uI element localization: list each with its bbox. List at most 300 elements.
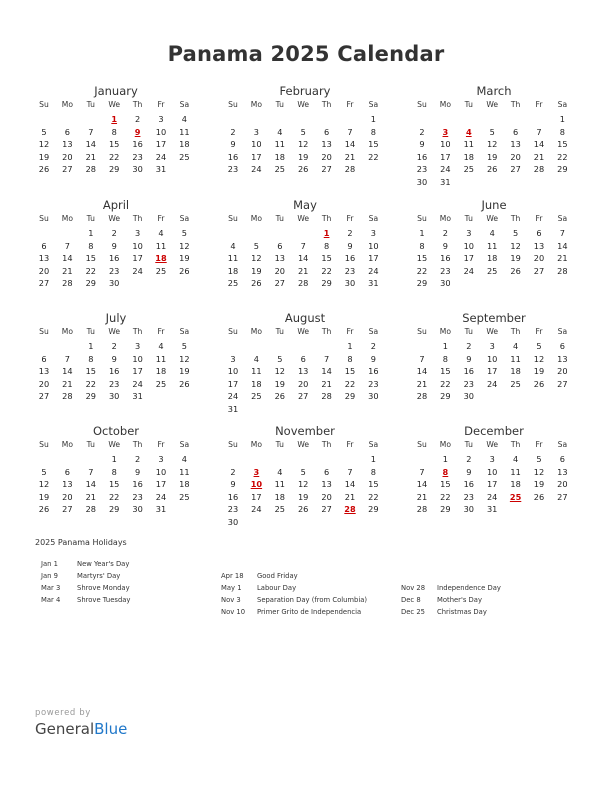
calendar-day: 15 bbox=[108, 139, 120, 150]
calendar-day: 20 bbox=[557, 479, 568, 490]
weekday-header: Th bbox=[510, 100, 521, 109]
calendar-day: 18 bbox=[510, 479, 521, 490]
calendar-day: 1 bbox=[370, 454, 376, 464]
weekday-header: Sa bbox=[179, 327, 190, 336]
calendar-day: 5 bbox=[181, 341, 187, 351]
calendar-day: 16 bbox=[132, 139, 143, 150]
weekday-header: Mo bbox=[250, 214, 262, 223]
calendar-day: 7 bbox=[88, 126, 94, 137]
calendar-day: 24 bbox=[463, 265, 474, 276]
calendar-day: 11 bbox=[274, 139, 285, 150]
calendar-day: 26 bbox=[533, 378, 545, 389]
holiday-date: Mar 3 bbox=[41, 584, 61, 592]
weekday-header: Fr bbox=[535, 100, 543, 109]
calendar-day: 19 bbox=[297, 491, 309, 502]
holiday-day: 9 bbox=[134, 126, 141, 137]
weekday-header: Sa bbox=[557, 440, 568, 449]
calendar-day: 1 bbox=[88, 228, 94, 238]
holiday-day: 1 bbox=[111, 114, 118, 124]
calendar-day: 8 bbox=[419, 240, 425, 251]
holiday-name: Martyrs' Day bbox=[77, 572, 121, 580]
calendar-day: 5 bbox=[41, 126, 47, 137]
calendar-day: 10 bbox=[132, 240, 143, 251]
calendar-day: 19 bbox=[251, 265, 262, 276]
calendar-day: 12 bbox=[533, 466, 545, 477]
calendar-day: 16 bbox=[368, 366, 379, 377]
calendar-day: 17 bbox=[132, 366, 143, 377]
calendar-day: 4 bbox=[489, 228, 495, 238]
calendar-day: 30 bbox=[463, 391, 474, 402]
calendar-day: 1 bbox=[442, 341, 448, 351]
weekday-header: Mo bbox=[439, 100, 451, 109]
calendar-day: 3 bbox=[370, 228, 376, 238]
calendar-day: 27 bbox=[321, 504, 332, 515]
calendar-day: 26 bbox=[297, 164, 309, 175]
holiday-day: 1 bbox=[323, 228, 330, 238]
calendar-day: 9 bbox=[442, 240, 448, 251]
calendar-day: 26 bbox=[179, 265, 190, 276]
calendar-day: 20 bbox=[38, 378, 50, 389]
holiday-name: Christmas Day bbox=[437, 608, 487, 616]
calendar-day: 13 bbox=[557, 353, 568, 364]
calendar-day: 24 bbox=[132, 265, 143, 276]
calendar-day: 18 bbox=[155, 366, 167, 377]
calendar-day: 3 bbox=[134, 228, 141, 238]
holiday-name: New Year's Day bbox=[77, 560, 130, 568]
calendar-day: 23 bbox=[368, 378, 379, 389]
calendar-day: 19 bbox=[297, 151, 309, 162]
month-name: June bbox=[481, 198, 507, 212]
calendar-day: 17 bbox=[463, 253, 474, 264]
holiday-day: 25 bbox=[509, 491, 522, 502]
calendar-day: 5 bbox=[181, 228, 187, 238]
weekday-header: Fr bbox=[346, 100, 354, 109]
calendar-day: 9 bbox=[111, 240, 117, 251]
calendar-day: 24 bbox=[486, 378, 498, 389]
calendar-day: 5 bbox=[300, 126, 306, 137]
calendar-day: 26 bbox=[533, 491, 545, 502]
calendar-day: 24 bbox=[227, 391, 239, 402]
holiday-day: 3 bbox=[442, 126, 449, 137]
weekday-header: Tu bbox=[86, 100, 95, 109]
calendar-day: 5 bbox=[277, 353, 283, 364]
powered-by-text: powered by bbox=[35, 708, 91, 718]
weekday-header: Mo bbox=[250, 440, 262, 449]
calendar-day: 7 bbox=[347, 126, 353, 137]
calendar-day: 19 bbox=[179, 253, 190, 264]
calendar-day: 6 bbox=[64, 126, 70, 137]
weekday-header: Su bbox=[417, 327, 427, 336]
calendar-day: 8 bbox=[323, 240, 330, 251]
calendar-day: 9 bbox=[230, 479, 236, 490]
calendar-day: 7 bbox=[88, 466, 94, 477]
calendar-day: 29 bbox=[85, 278, 96, 289]
weekday-header: We bbox=[108, 214, 121, 223]
calendar-day: 25 bbox=[274, 164, 285, 175]
weekday-header: Su bbox=[228, 100, 238, 109]
weekday-header: Fr bbox=[346, 440, 354, 449]
calendar-day: 20 bbox=[510, 151, 521, 162]
calendar-day: 13 bbox=[510, 139, 521, 150]
calendar-day: 26 bbox=[179, 378, 190, 389]
calendar-day: 20 bbox=[62, 151, 73, 162]
holiday-name: Mother's Day bbox=[437, 596, 482, 604]
weekday-header: Th bbox=[321, 440, 332, 449]
calendar-day: 1 bbox=[370, 114, 376, 124]
calendar-day: 19 bbox=[533, 366, 545, 377]
weekday-header: Mo bbox=[61, 100, 73, 109]
calendar-day: 27 bbox=[557, 491, 568, 502]
holiday-name: Shrove Monday bbox=[77, 584, 130, 592]
calendar-day: 12 bbox=[179, 240, 190, 251]
calendar-day: 22 bbox=[85, 265, 96, 276]
holiday-name: Good Friday bbox=[257, 572, 298, 580]
calendar-day: 4 bbox=[512, 341, 519, 351]
holidays-title: 2025 Panama Holidays bbox=[35, 538, 127, 547]
calendar-day: 3 bbox=[230, 353, 236, 364]
holiday-name: Independence Day bbox=[437, 584, 501, 592]
calendar-day: 23 bbox=[440, 265, 451, 276]
calendar-day: 4 bbox=[230, 240, 236, 251]
calendar-day: 15 bbox=[440, 479, 451, 490]
calendar-day: 15 bbox=[344, 366, 356, 377]
calendar-day: 13 bbox=[62, 139, 73, 150]
weekday-header: Sa bbox=[368, 100, 379, 109]
calendar-day: 30 bbox=[416, 177, 428, 187]
calendar-day: 29 bbox=[85, 391, 96, 402]
calendar-day: 21 bbox=[85, 491, 96, 502]
calendar-day: 24 bbox=[440, 164, 451, 175]
calendar-day: 3 bbox=[466, 228, 472, 238]
calendar-day: 22 bbox=[108, 151, 120, 162]
calendar-day: 8 bbox=[88, 240, 94, 251]
calendar-day: 4 bbox=[181, 454, 187, 464]
calendar-day: 26 bbox=[510, 265, 521, 276]
calendar-day: 29 bbox=[368, 504, 379, 515]
calendar-day: 11 bbox=[251, 366, 262, 377]
calendar-day: 8 bbox=[111, 466, 117, 477]
calendar-day: 17 bbox=[440, 151, 451, 162]
calendar-day: 8 bbox=[370, 126, 376, 137]
calendar-day: 16 bbox=[440, 253, 451, 264]
weekday-header: Tu bbox=[86, 327, 95, 336]
calendar-day: 12 bbox=[297, 139, 309, 150]
calendar-day: 25 bbox=[179, 151, 190, 162]
calendar-day: 31 bbox=[227, 404, 239, 414]
weekday-header: We bbox=[108, 440, 121, 449]
calendar-day: 11 bbox=[274, 479, 285, 490]
calendar-day: 25 bbox=[155, 378, 167, 389]
weekday-header: We bbox=[486, 440, 499, 449]
calendar-day: 20 bbox=[38, 265, 50, 276]
calendar-day: 23 bbox=[132, 151, 143, 162]
month-name: January bbox=[94, 84, 138, 98]
calendar-day: 24 bbox=[486, 491, 498, 502]
holiday-day: 18 bbox=[155, 253, 167, 264]
weekday-header: We bbox=[108, 327, 121, 336]
calendar-day: 14 bbox=[557, 240, 568, 251]
calendar-day: 17 bbox=[486, 366, 498, 377]
weekday-header: Su bbox=[39, 100, 49, 109]
calendar-day: 16 bbox=[227, 151, 239, 162]
calendar-day: 10 bbox=[155, 126, 167, 137]
calendar-day: 29 bbox=[440, 504, 451, 515]
calendar-day: 28 bbox=[321, 391, 332, 402]
calendar-day: 8 bbox=[111, 126, 117, 137]
weekday-header: Fr bbox=[157, 327, 165, 336]
calendar-day: 3 bbox=[253, 126, 259, 137]
weekday-header: Sa bbox=[179, 440, 190, 449]
weekday-header: Tu bbox=[275, 327, 284, 336]
calendar-day: 12 bbox=[274, 366, 285, 377]
calendar-day: 2 bbox=[419, 126, 425, 137]
weekday-header: We bbox=[297, 100, 310, 109]
calendar-day: 23 bbox=[416, 164, 428, 175]
calendar-day: 21 bbox=[62, 378, 73, 389]
calendar-day: 9 bbox=[466, 466, 472, 477]
holiday-date: Jan 9 bbox=[41, 572, 58, 580]
calendar-day: 13 bbox=[62, 479, 73, 490]
holiday-date: Nov 3 bbox=[221, 596, 241, 604]
calendar-day: 20 bbox=[557, 366, 568, 377]
calendar-day: 21 bbox=[416, 491, 428, 502]
calendar-day: 29 bbox=[108, 164, 120, 175]
calendar-day: 22 bbox=[368, 491, 379, 502]
calendar-day: 13 bbox=[38, 253, 50, 264]
month-name: December bbox=[464, 424, 524, 438]
weekday-header: Fr bbox=[535, 327, 543, 336]
calendar-day: 1 bbox=[559, 114, 565, 124]
calendar-day: 15 bbox=[85, 366, 96, 377]
calendar-day: 24 bbox=[251, 164, 262, 175]
calendar-day: 20 bbox=[274, 265, 285, 276]
calendar-day: 15 bbox=[321, 253, 332, 264]
weekday-header: Su bbox=[39, 214, 49, 223]
page-title: Panama 2025 Calendar bbox=[167, 42, 445, 66]
calendar-day: 2 bbox=[466, 454, 472, 464]
calendar-day: 15 bbox=[368, 139, 379, 150]
calendar-day: 12 bbox=[38, 139, 50, 150]
calendar-day: 23 bbox=[463, 378, 474, 389]
calendar-day: 15 bbox=[440, 366, 451, 377]
calendar-day: 3 bbox=[489, 341, 495, 351]
calendar-day: 2 bbox=[111, 228, 117, 238]
calendar-day: 5 bbox=[253, 240, 259, 251]
weekday-header: We bbox=[486, 100, 499, 109]
calendar-day: 23 bbox=[463, 491, 474, 502]
weekday-header: Tu bbox=[275, 214, 284, 223]
calendar-day: 15 bbox=[416, 253, 428, 264]
calendar-day: 21 bbox=[297, 265, 309, 276]
holiday-name: Shrove Tuesday bbox=[77, 596, 131, 604]
calendar-day: 6 bbox=[323, 466, 330, 477]
calendar-day: 16 bbox=[463, 479, 474, 490]
calendar-day: 27 bbox=[321, 164, 332, 175]
calendar-day: 11 bbox=[463, 139, 474, 150]
calendar-day: 20 bbox=[533, 253, 545, 264]
calendar-day: 9 bbox=[370, 353, 376, 364]
weekday-header: Su bbox=[228, 440, 238, 449]
brand-name bbox=[35, 720, 127, 738]
weekday-header: Sa bbox=[368, 327, 379, 336]
calendar-day: 13 bbox=[321, 479, 332, 490]
weekday-header: Mo bbox=[250, 100, 262, 109]
calendar-day: 7 bbox=[64, 240, 70, 251]
calendar-day: 25 bbox=[179, 491, 190, 502]
calendar-day: 3 bbox=[158, 114, 164, 124]
calendar-day: 13 bbox=[321, 139, 332, 150]
weekday-header: Sa bbox=[557, 100, 568, 109]
calendar-day: 30 bbox=[344, 278, 356, 289]
calendar-day: 19 bbox=[38, 491, 50, 502]
holiday-date: Jan 1 bbox=[41, 560, 58, 568]
holiday-day: 4 bbox=[465, 126, 472, 137]
calendar-day: 2 bbox=[134, 454, 141, 464]
calendar-day: 24 bbox=[132, 378, 143, 389]
month-name: July bbox=[105, 311, 127, 325]
brand-general: General bbox=[35, 720, 95, 738]
weekday-header: Su bbox=[417, 214, 427, 223]
calendar-day: 14 bbox=[344, 139, 356, 150]
calendar-day: 19 bbox=[510, 253, 521, 264]
calendar-day: 30 bbox=[108, 391, 120, 402]
weekday-header: Th bbox=[132, 214, 143, 223]
calendar-day: 17 bbox=[486, 479, 498, 490]
weekday-header: Mo bbox=[61, 214, 73, 223]
weekday-header: Sa bbox=[557, 214, 568, 223]
calendar-day: 9 bbox=[419, 139, 425, 150]
calendar-day: 10 bbox=[251, 139, 262, 150]
calendar-day: 18 bbox=[179, 139, 190, 150]
calendar-day: 11 bbox=[486, 240, 498, 251]
calendar-day: 6 bbox=[41, 353, 47, 364]
calendar-day: 27 bbox=[38, 391, 50, 402]
weekday-header: Tu bbox=[275, 440, 284, 449]
calendar-day: 16 bbox=[463, 366, 474, 377]
calendar-day: 18 bbox=[274, 491, 285, 502]
calendar-day: 12 bbox=[251, 253, 262, 264]
calendar-day: 13 bbox=[297, 366, 309, 377]
calendar-day: 17 bbox=[368, 253, 379, 264]
calendar-day: 24 bbox=[155, 491, 167, 502]
calendar-day: 13 bbox=[557, 466, 568, 477]
calendar-day: 27 bbox=[274, 278, 285, 289]
weekday-header: Th bbox=[321, 214, 332, 223]
calendar-day: 22 bbox=[85, 378, 96, 389]
weekday-header: Su bbox=[228, 327, 238, 336]
calendar-day: 6 bbox=[512, 126, 519, 137]
calendar-day: 28 bbox=[416, 504, 428, 515]
calendar-day: 13 bbox=[533, 240, 545, 251]
holiday-date: Apr 18 bbox=[221, 572, 244, 580]
calendar-day: 2 bbox=[442, 228, 448, 238]
weekday-header: Su bbox=[417, 100, 427, 109]
weekday-header: Mo bbox=[439, 327, 451, 336]
weekday-header: Th bbox=[510, 214, 521, 223]
calendar-day: 5 bbox=[489, 126, 495, 137]
calendar-day: 6 bbox=[41, 240, 47, 251]
weekday-header: Fr bbox=[535, 440, 543, 449]
calendar-day: 19 bbox=[274, 378, 285, 389]
calendar-day: 24 bbox=[368, 265, 379, 276]
calendar-day: 12 bbox=[486, 139, 498, 150]
weekday-header: Tu bbox=[464, 214, 473, 223]
weekday-header: Th bbox=[321, 327, 332, 336]
calendar-day: 2 bbox=[466, 341, 472, 351]
calendar-day: 14 bbox=[85, 139, 96, 150]
calendar-day: 28 bbox=[85, 504, 96, 515]
holiday-name: Labour Day bbox=[257, 584, 297, 592]
calendar-day: 7 bbox=[559, 228, 565, 238]
weekday-header: Fr bbox=[346, 327, 354, 336]
calendar-day: 14 bbox=[416, 366, 428, 377]
calendar-day: 7 bbox=[300, 240, 306, 251]
calendar-day: 16 bbox=[227, 491, 239, 502]
weekday-header: Su bbox=[417, 440, 427, 449]
calendar-day: 18 bbox=[510, 366, 521, 377]
holiday-day: 28 bbox=[344, 504, 356, 515]
calendar-day: 29 bbox=[440, 391, 451, 402]
calendar-day: 2 bbox=[347, 228, 353, 238]
weekday-header: We bbox=[297, 440, 310, 449]
calendar-day: 26 bbox=[251, 278, 262, 289]
calendar-day: 27 bbox=[557, 378, 568, 389]
calendar-day: 10 bbox=[368, 240, 379, 251]
month-name: February bbox=[279, 84, 331, 98]
calendar-day: 31 bbox=[155, 164, 167, 175]
weekday-header: Tu bbox=[464, 440, 473, 449]
weekday-header: Tu bbox=[275, 100, 284, 109]
calendar-day: 4 bbox=[181, 114, 187, 124]
calendar-day: 7 bbox=[419, 466, 425, 477]
holiday-name: Separation Day (from Columbia) bbox=[257, 596, 368, 604]
calendar-day: 31 bbox=[155, 504, 167, 515]
calendar-day: 23 bbox=[108, 265, 120, 276]
calendar-day: 25 bbox=[251, 391, 262, 402]
calendar-day: 20 bbox=[297, 378, 309, 389]
calendar-day: 31 bbox=[440, 177, 451, 187]
calendar-day: 22 bbox=[321, 265, 332, 276]
calendar-day: 11 bbox=[155, 240, 167, 251]
calendar-day: 15 bbox=[108, 479, 120, 490]
calendar-day: 10 bbox=[440, 139, 451, 150]
calendar-day: 14 bbox=[533, 139, 545, 150]
calendar-day: 3 bbox=[158, 454, 164, 464]
calendar-day: 6 bbox=[277, 240, 283, 251]
calendar-day: 11 bbox=[510, 466, 521, 477]
weekday-header: Th bbox=[510, 440, 521, 449]
calendar-day: 2 bbox=[111, 341, 117, 351]
calendar-day: 16 bbox=[344, 253, 356, 264]
calendar-day: 21 bbox=[321, 378, 332, 389]
calendar-day: 10 bbox=[132, 353, 143, 364]
calendar-day: 21 bbox=[533, 151, 545, 162]
month-name: March bbox=[476, 84, 512, 98]
calendar-day: 30 bbox=[463, 504, 474, 515]
calendar-day: 22 bbox=[108, 491, 120, 502]
holiday-day: 8 bbox=[442, 466, 449, 477]
holiday-name: Primer Grito de Independencia bbox=[257, 608, 362, 616]
weekday-header: Mo bbox=[61, 327, 73, 336]
calendar-day: 17 bbox=[155, 139, 167, 150]
holiday-date: Dec 25 bbox=[401, 608, 425, 616]
weekday-header: Mo bbox=[61, 440, 73, 449]
calendar-day: 30 bbox=[368, 391, 379, 402]
calendar-day: 4 bbox=[277, 466, 283, 477]
weekday-header: Fr bbox=[157, 440, 165, 449]
calendar-day: 2 bbox=[370, 341, 376, 351]
weekday-header: Su bbox=[39, 327, 49, 336]
